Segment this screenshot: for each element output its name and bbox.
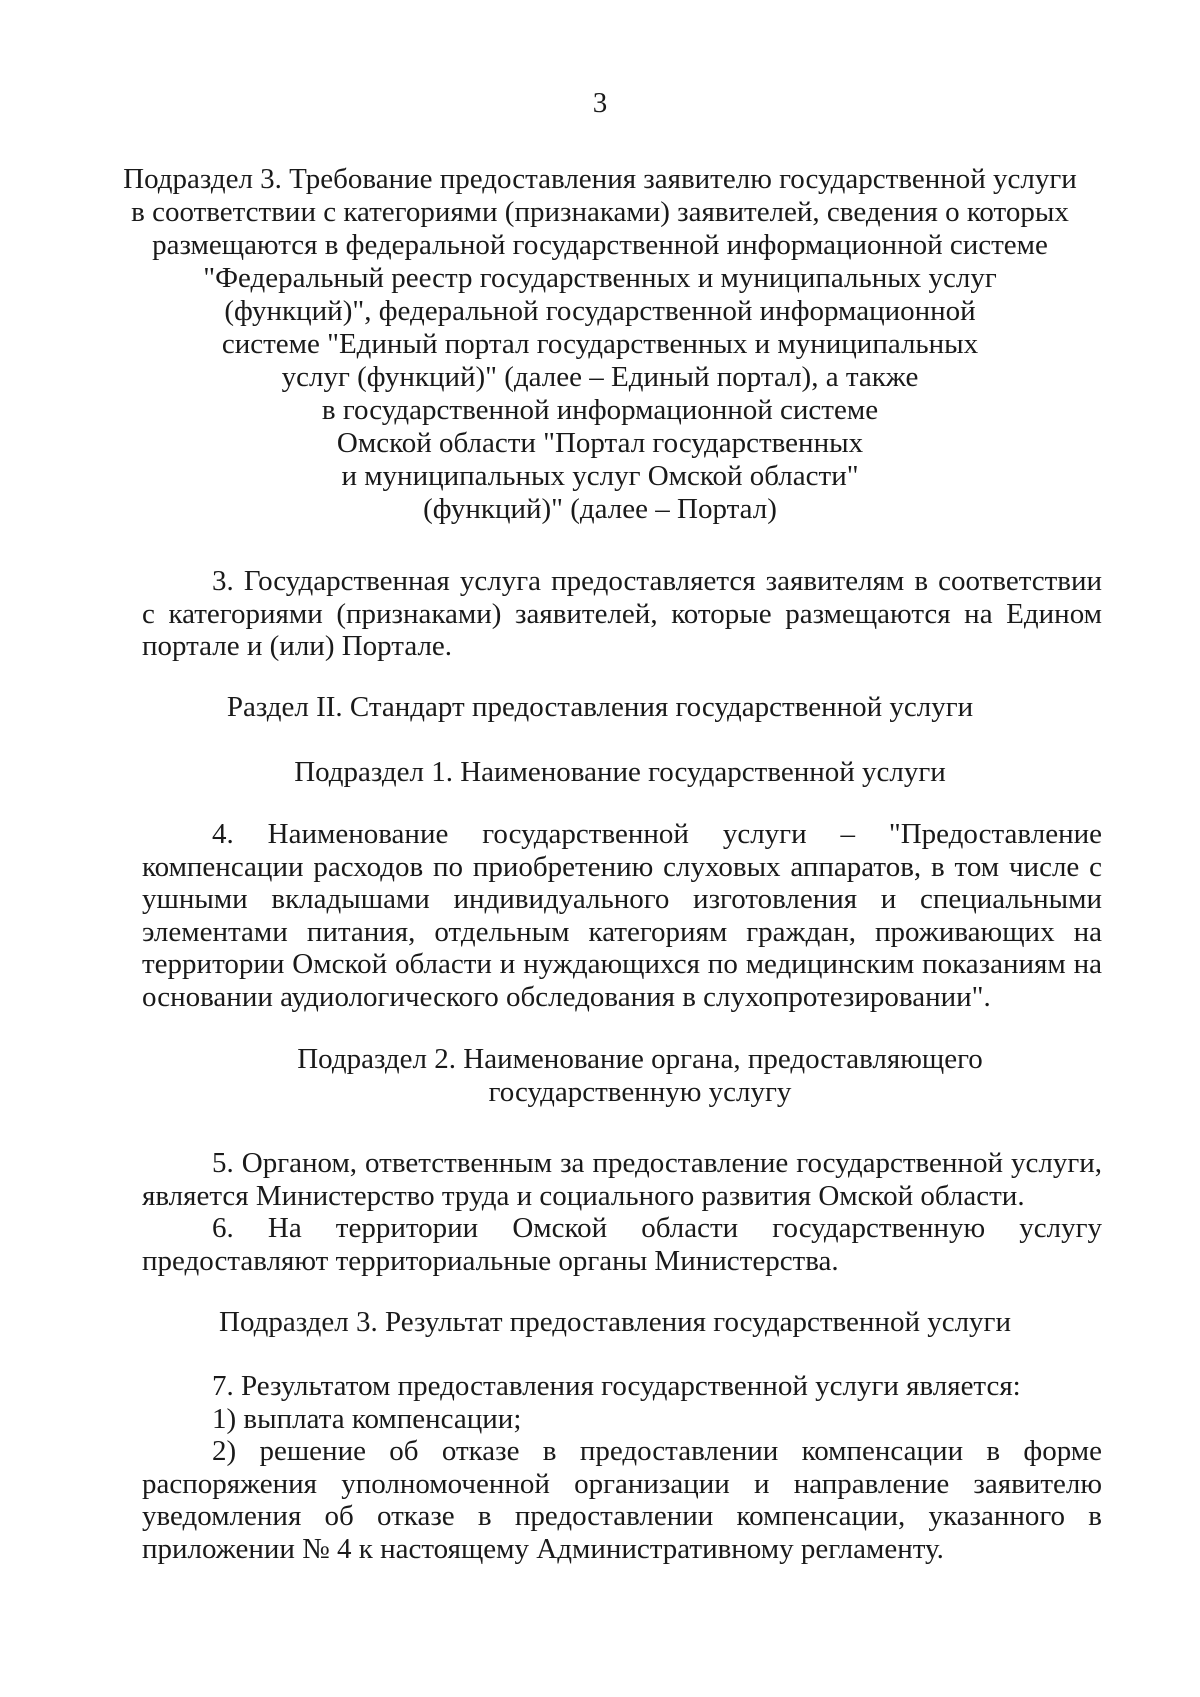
heading-line: Подраздел 3. Требование предоставления заявителю государственной услуги <box>123 163 1077 195</box>
paragraph-line: ушными вкладышами индивидуального изготовления и специальными <box>142 883 1102 915</box>
paragraph-line: 3. Государственная услуга предоставляется заявителям в соответствии <box>212 565 1102 597</box>
subsection-3-result-heading <box>135 1306 1095 1339</box>
heading-line: Раздел II. Стандарт предоставления государственной услуги <box>226 691 974 723</box>
heading-line: Подраздел 2. Наименование органа, предоставляющего <box>297 1043 983 1075</box>
paragraph-line: с категориями (признаками) заявителей, которые размещаются на Едином <box>142 597 1102 630</box>
subsection-2-heading <box>160 1043 1120 1109</box>
paragraph-line: распоряжения уполномоченной организации и направление заявителю <box>142 1467 1102 1500</box>
paragraph-6 <box>142 1212 1102 1277</box>
heading-line: в соответствии с категориями (признаками) заявителей, сведения о которых <box>131 196 1069 228</box>
paragraph-line: элементами питания, отдельным категориям граждан, проживающих на <box>142 915 1102 948</box>
paragraph-line: компенсации расходов по приобретению слуховых аппаратов, в том числе с <box>142 850 1102 883</box>
heading-line: государственную услугу <box>488 1076 792 1108</box>
paragraph-line: предоставляют территориальные органы Министерства. <box>142 1244 839 1277</box>
paragraph-line: 6. На территории Омской области государственную услугу <box>212 1212 1102 1244</box>
subsection-3-requirements-heading <box>120 163 1080 526</box>
list-item: 1) выплата компенсации; <box>212 1402 522 1435</box>
heading-line: и муниципальных услуг Омской области" <box>341 460 859 492</box>
paragraph-line: 4. Наименование государственной услуги – "Предоставление <box>212 818 1102 850</box>
paragraph-line: территории Омской области и нуждающихся по медицинским показаниям на <box>142 948 1102 980</box>
heading-line: (функций)", федеральной государственной информационной <box>224 295 976 327</box>
list-item: 2) решение об отказе в предоставлении компенсации в форме <box>212 1435 1102 1467</box>
heading-line: услуг (функций)" (далее – Единый портал), а также <box>281 361 919 393</box>
paragraph-5 <box>142 1147 1102 1212</box>
paragraph-7 <box>142 1370 1102 1565</box>
paragraph-line: 7. Результатом предоставления государственной услуги является: <box>212 1370 1021 1402</box>
heading-line: в государственной информационной системе <box>321 394 879 426</box>
section-2-heading <box>120 691 1080 724</box>
heading-line: размещаются в федеральной государственной информационной системе <box>152 229 1048 261</box>
paragraph-line: портале и (или) Портале. <box>142 630 453 662</box>
paragraph-line: уведомления об отказе в предоставлении компенсации, указанного в <box>142 1500 1102 1532</box>
heading-line: (функций)" (далее – Портал) <box>423 493 777 525</box>
heading-line: Подраздел 3. Результат предоставления государственной услуги <box>219 1306 1011 1338</box>
heading-line: "Федеральный реестр государственных и муниципальных услуг <box>203 262 997 294</box>
paragraph-line: 5. Органом, ответственным за предоставление государственной услуги, <box>212 1147 1102 1179</box>
page-number: 3 <box>592 87 608 119</box>
heading-line: системе "Единый портал государственных и муниципальных <box>221 328 979 360</box>
paragraph-line: приложении № 4 к настоящему Административному регламенту. <box>142 1532 944 1565</box>
paragraph-3 <box>142 565 1102 663</box>
heading-line: Подраздел 1. Наименование государственной услуги <box>294 756 946 788</box>
heading-line: Омской области "Портал государственных <box>336 427 864 459</box>
paragraph-line: основании аудиологического обследования в слухопротезировании". <box>142 980 991 1013</box>
paragraph-4 <box>142 818 1102 1013</box>
paragraph-line: является Министерство труда и социального развития Омской области. <box>142 1179 1025 1212</box>
subsection-1-heading <box>140 756 1100 789</box>
